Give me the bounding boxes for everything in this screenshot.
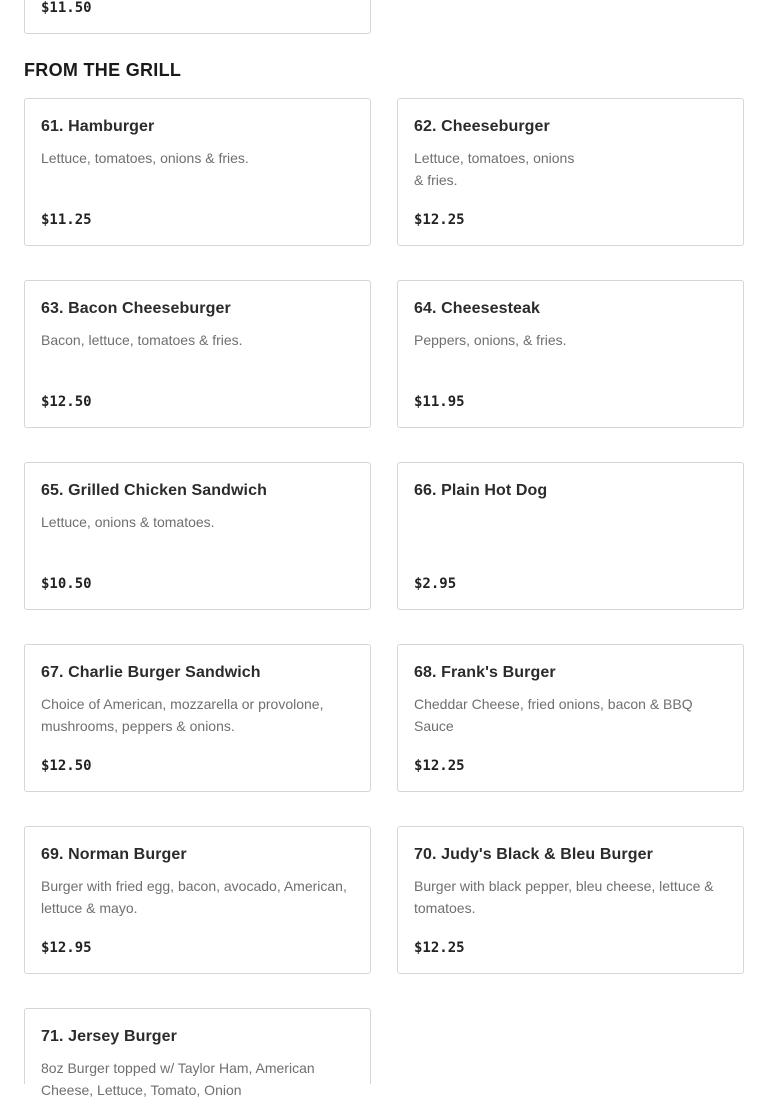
menu-item-card[interactable] — [24, 462, 371, 610]
menu-item-price: $11.25 — [41, 212, 92, 228]
menu-item-description: Lettuce, tomatoes, onions & fries. — [414, 150, 575, 188]
menu-item-description: Peppers, onions, & fries. — [414, 332, 567, 348]
menu-item-name: 67. Charlie Burger Sandwich — [41, 664, 261, 681]
menu-item-price: $12.25 — [414, 758, 465, 774]
menu-item-price: $12.25 — [414, 212, 465, 228]
menu-item-card[interactable] — [397, 98, 744, 246]
menu-item-price: $12.25 — [414, 940, 465, 956]
menu-item-card[interactable] — [397, 644, 744, 792]
menu-item-description: 8oz Burger topped w/ Taylor Ham, American Cheese, Lettuce, Tomato, Onion — [41, 1060, 315, 1098]
menu-item-card[interactable] — [397, 462, 744, 610]
menu-item-name: 65. Grilled Chicken Sandwich — [41, 482, 267, 499]
menu-item-card-prev[interactable] — [24, 0, 371, 34]
menu-item-card[interactable] — [24, 280, 371, 428]
menu-item-price: $12.50 — [41, 758, 92, 774]
menu-item-name: 64. Cheesesteak — [414, 300, 541, 317]
menu-item-card[interactable] — [24, 98, 371, 246]
menu-item-name: 66. Plain Hot Dog — [414, 482, 548, 499]
menu-item-card[interactable] — [24, 1008, 371, 1098]
menu-item-card[interactable] — [397, 280, 744, 428]
menu-item-description: Lettuce, onions & tomatoes. — [41, 514, 215, 530]
menu-item-price: $10.50 — [41, 576, 92, 592]
menu-item-name: 68. Frank's Burger — [414, 664, 556, 681]
menu-item-description: Choice of American, mozzarella or provolone, mushrooms, peppers & onions. — [41, 696, 324, 734]
section-title: FROM THE GRILL — [24, 60, 182, 80]
menu-item-name: 61. Hamburger — [41, 118, 155, 135]
menu-item-name: 63. Bacon Cheeseburger — [41, 300, 231, 317]
menu-item-price: $2.95 — [414, 576, 457, 592]
menu-item-description: Burger with fried egg, bacon, avocado, American, lettuce & mayo. — [41, 878, 347, 916]
menu-item-name: 70. Judy's Black & Bleu Burger — [414, 846, 653, 863]
menu-item-name: 71. Jersey Burger — [41, 1028, 178, 1045]
menu-item-name: 62. Cheeseburger — [414, 118, 550, 135]
menu-item-price: $12.95 — [41, 940, 92, 956]
menu-item-card[interactable] — [397, 826, 744, 974]
menu-item-name: 69. Norman Burger — [41, 846, 187, 863]
menu-item-card[interactable] — [24, 644, 371, 792]
menu-item-description: Lettuce, tomatoes, onions & fries. — [41, 150, 249, 166]
menu-item-description: Cheddar Cheese, fried onions, bacon & BBQ Sauce — [414, 696, 693, 734]
menu-item-price: $11.50 — [41, 0, 92, 16]
menu-item-card[interactable] — [24, 826, 371, 974]
menu-item-description: Burger with black pepper, bleu cheese, lettuce & tomatoes. — [414, 878, 714, 916]
menu-item-description: Bacon, lettuce, tomatoes & fries. — [41, 332, 243, 348]
menu-item-price: $12.50 — [41, 394, 92, 410]
menu-item-price: $11.95 — [414, 394, 465, 410]
